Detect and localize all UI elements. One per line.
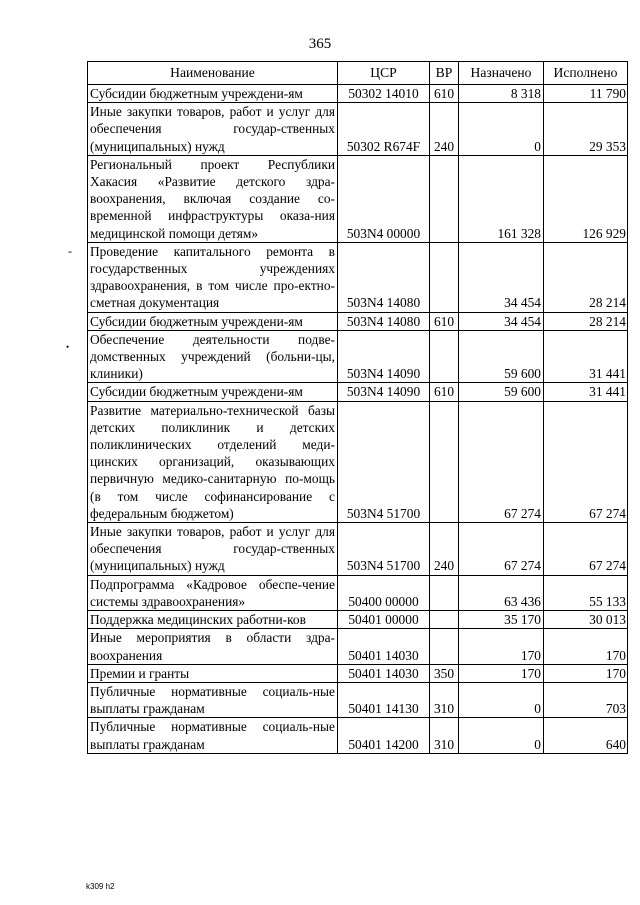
cell-executed: 28 214: [544, 312, 628, 330]
cell-assigned: 35 170: [459, 611, 544, 629]
table-row: [88, 401, 628, 522]
cell-executed: 640: [544, 718, 628, 753]
cell-csr: 50400 00000: [338, 575, 430, 610]
cell-csr: 503N4 14090: [338, 330, 430, 383]
table-row: [88, 330, 628, 383]
budget-table: [87, 61, 628, 754]
cell-vr: [430, 155, 459, 242]
cell-name: Иные закупки товаров, работ и услуг для обеспечения государ-ственных (муниципальных) нужд: [88, 103, 338, 156]
table-row: [88, 85, 628, 103]
cell-vr: [430, 330, 459, 383]
table-row: [88, 611, 628, 629]
table-row: [88, 155, 628, 242]
cell-csr: 50401 14030: [338, 629, 430, 664]
cell-executed: 703: [544, 682, 628, 717]
cell-executed: 11 790: [544, 85, 628, 103]
margin-mark: -: [68, 244, 72, 258]
cell-assigned: 67 274: [459, 401, 544, 522]
cell-assigned: 0: [459, 718, 544, 753]
cell-name: Подпрограмма «Кадровое обеспе-чение системы здравоохранения»: [88, 575, 338, 610]
table-row: [88, 242, 628, 312]
cell-vr: 350: [430, 664, 459, 682]
table-row: [88, 664, 628, 682]
cell-executed: 30 013: [544, 611, 628, 629]
header-name: Наименование: [88, 62, 338, 85]
cell-name: Иные закупки товаров, работ и услуг для обеспечения государ-ственных (муниципальных) нужд: [88, 523, 338, 576]
document-footer-code: k309 h2: [86, 882, 115, 891]
cell-name: Обеспечение деятельности подве-домственных учреждений (больни-цы, клиники): [88, 330, 338, 383]
cell-name: Премии и гранты: [88, 664, 338, 682]
cell-csr: 503N4 14080: [338, 242, 430, 312]
table-row: [88, 629, 628, 664]
cell-assigned: 170: [459, 629, 544, 664]
cell-executed: 55 133: [544, 575, 628, 610]
page-number: 365: [308, 36, 332, 52]
cell-vr: 610: [430, 85, 459, 103]
margin-mark: •: [66, 342, 70, 352]
cell-csr: 503N4 14080: [338, 312, 430, 330]
cell-csr: 50302 14010: [338, 85, 430, 103]
cell-vr: 310: [430, 718, 459, 753]
cell-csr: 503N4 14090: [338, 383, 430, 401]
cell-csr: 50401 14030: [338, 664, 430, 682]
cell-vr: 240: [430, 523, 459, 576]
cell-assigned: 161 328: [459, 155, 544, 242]
header-vr: ВР: [430, 62, 459, 85]
cell-name: Проведение капитального ремонта в государственных учреждениях здравоохранения, в том числе про-ектно-сметная документация: [88, 242, 338, 312]
table-row: [88, 103, 628, 156]
cell-assigned: 59 600: [459, 383, 544, 401]
cell-vr: [430, 611, 459, 629]
cell-csr: 50401 00000: [338, 611, 430, 629]
cell-name: Субсидии бюджетным учреждени-ям: [88, 312, 338, 330]
cell-name: Региональный проект Республики Хакасия «Развитие детского здра-воохранения, включая создание со-временной инфраструктуры оказа-ния медицинской помощи детям»: [88, 155, 338, 242]
cell-assigned: 8 318: [459, 85, 544, 103]
cell-assigned: 67 274: [459, 523, 544, 576]
cell-executed: 126 929: [544, 155, 628, 242]
cell-name: Публичные нормативные социаль-ные выплаты гражданам: [88, 682, 338, 717]
cell-vr: [430, 629, 459, 664]
table-header-row: [88, 62, 628, 85]
cell-vr: 610: [430, 383, 459, 401]
cell-name: Публичные нормативные социаль-ные выплаты гражданам: [88, 718, 338, 753]
cell-vr: [430, 242, 459, 312]
cell-vr: 310: [430, 682, 459, 717]
cell-csr: 503N4 51700: [338, 523, 430, 576]
cell-executed: 67 274: [544, 401, 628, 522]
cell-assigned: 63 436: [459, 575, 544, 610]
cell-vr: [430, 575, 459, 610]
table-row: [88, 312, 628, 330]
cell-executed: 31 441: [544, 330, 628, 383]
cell-csr: 50401 14130: [338, 682, 430, 717]
cell-assigned: 170: [459, 664, 544, 682]
cell-assigned: 34 454: [459, 242, 544, 312]
cell-vr: 240: [430, 103, 459, 156]
cell-vr: 610: [430, 312, 459, 330]
table-row: [88, 682, 628, 717]
header-assigned: Назначено: [459, 62, 544, 85]
cell-csr: 503N4 00000: [338, 155, 430, 242]
cell-executed: 28 214: [544, 242, 628, 312]
cell-name: Развитие материально-технической базы детских поликлиник и детских поликлинических отделений меди-цинских организаций, оказывающих первичную медико-санитарную по-мощь (в том числе софинансирование с федеральным бюджетом): [88, 401, 338, 522]
cell-name: Субсидии бюджетным учреждени-ям: [88, 383, 338, 401]
cell-executed: 29 353: [544, 103, 628, 156]
cell-executed: 31 441: [544, 383, 628, 401]
table-row: [88, 575, 628, 610]
cell-name: Субсидии бюджетным учреждени-ям: [88, 85, 338, 103]
header-executed: Исполнено: [544, 62, 628, 85]
cell-assigned: 34 454: [459, 312, 544, 330]
cell-csr: 50302 R674F: [338, 103, 430, 156]
header-csr: ЦСР: [338, 62, 430, 85]
table-row: [88, 383, 628, 401]
table-row: [88, 523, 628, 576]
cell-vr: [430, 401, 459, 522]
cell-executed: 67 274: [544, 523, 628, 576]
cell-name: Иные мероприятия в области здра-воохранения: [88, 629, 338, 664]
cell-assigned: 59 600: [459, 330, 544, 383]
cell-csr: 50401 14200: [338, 718, 430, 753]
cell-assigned: 0: [459, 682, 544, 717]
cell-csr: 503N4 51700: [338, 401, 430, 522]
cell-executed: 170: [544, 629, 628, 664]
table-row: [88, 718, 628, 753]
cell-executed: 170: [544, 664, 628, 682]
cell-name: Поддержка медицинских работни-ков: [88, 611, 338, 629]
cell-assigned: 0: [459, 103, 544, 156]
